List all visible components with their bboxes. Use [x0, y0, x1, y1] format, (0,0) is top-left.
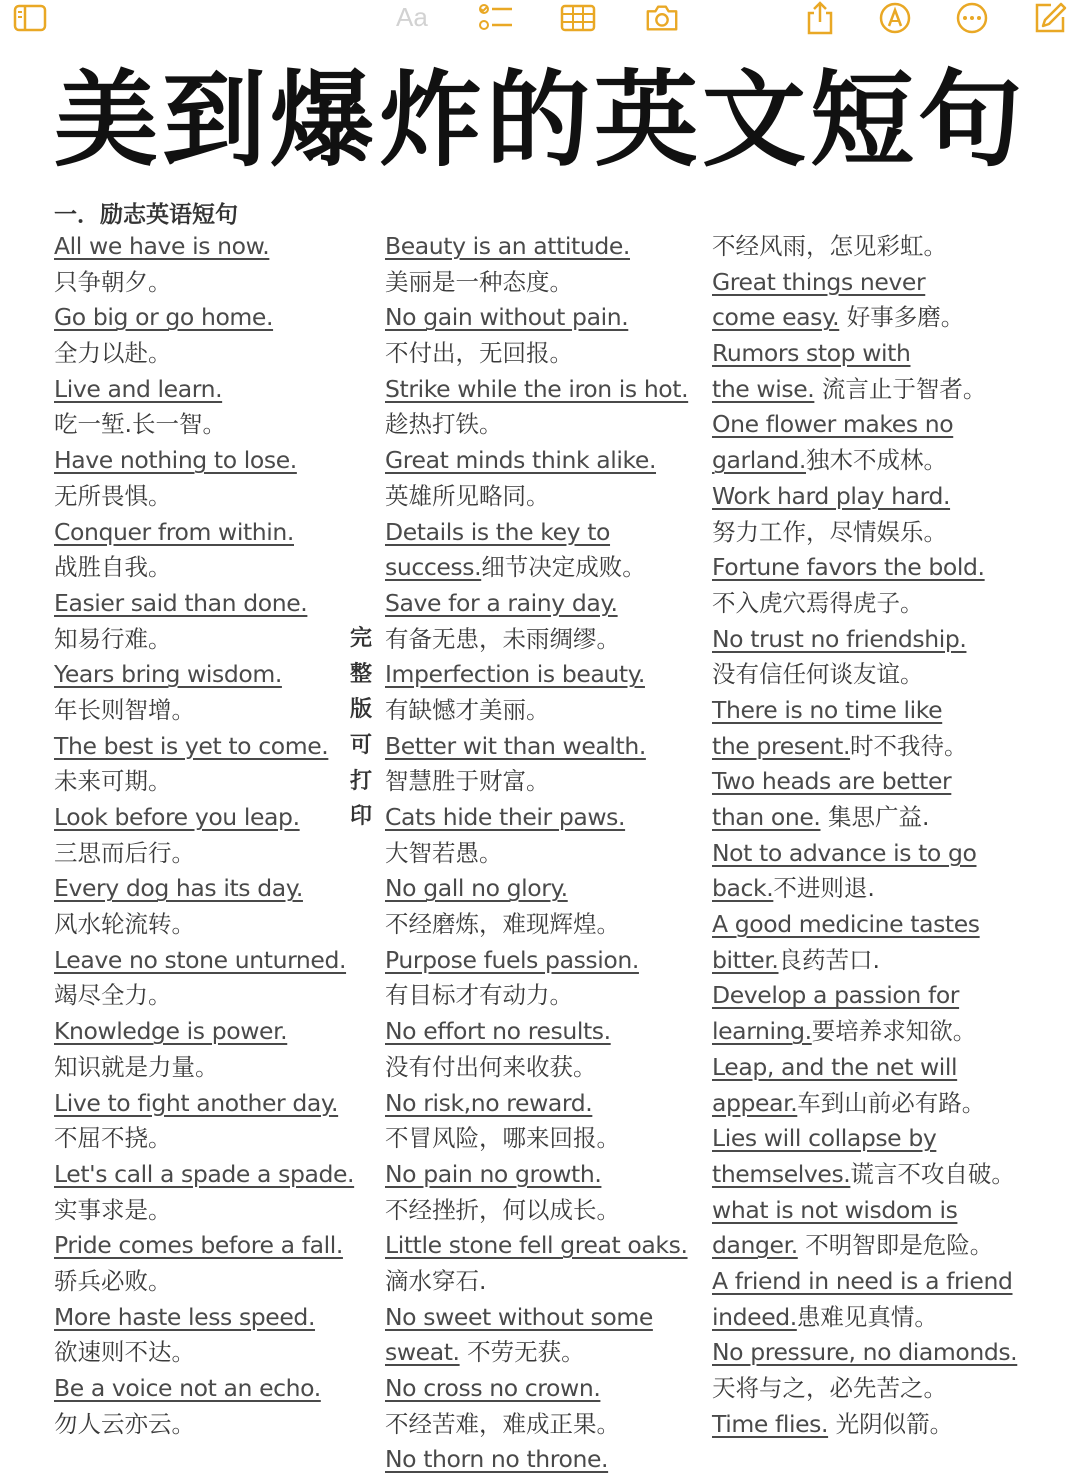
english-phrase: Live and learn.	[54, 374, 223, 403]
text-line	[385, 1193, 700, 1229]
english-phrase: Be a voice not an echo.	[54, 1374, 321, 1402]
text-line	[712, 1228, 1052, 1264]
chinese-translation: 要培养求知欲。	[811, 1017, 977, 1046]
chinese-translation: 集思广益.	[820, 803, 930, 831]
text-line	[385, 443, 700, 479]
text-line	[385, 1442, 700, 1478]
format-text-button[interactable]: Aa	[396, 2, 428, 32]
text-line	[712, 1157, 1052, 1193]
english-phrase: No sweet without some	[385, 1302, 653, 1331]
text-line	[54, 479, 354, 515]
english-phrase: the present.	[712, 731, 851, 760]
english-phrase: Years bring wisdom.	[54, 660, 282, 689]
text-line	[712, 550, 1052, 586]
english-phrase: One flower makes no	[712, 410, 954, 439]
text-line	[385, 871, 700, 907]
english-phrase: sweat.	[385, 1338, 460, 1367]
english-phrase: More haste less speed.	[54, 1302, 316, 1331]
english-phrase: indeed.	[712, 1302, 797, 1331]
text-line	[712, 800, 1052, 836]
checklist-icon[interactable]	[478, 0, 514, 36]
text-line	[385, 265, 700, 301]
text-line	[54, 657, 354, 693]
sidebar-icon[interactable]	[12, 0, 48, 36]
text-line	[54, 800, 354, 836]
text-line	[712, 515, 1052, 551]
chinese-translation: 美丽是一种态度。	[385, 267, 573, 296]
english-phrase: Purpose fuels passion.	[385, 945, 639, 974]
text-line	[712, 407, 1052, 443]
text-line	[712, 764, 1052, 800]
chinese-translation: 知识就是力量。	[54, 1052, 219, 1081]
chinese-translation: 大智若愚。	[385, 838, 503, 867]
english-phrase: success.	[385, 553, 482, 582]
chinese-translation: 流言止于智者。	[814, 374, 987, 403]
chinese-translation: 战胜自我。	[54, 553, 172, 582]
text-line	[385, 1300, 700, 1336]
text-line	[712, 871, 1052, 907]
text-line	[385, 657, 700, 693]
column-3	[712, 229, 1052, 1442]
english-phrase: Easier said than done.	[54, 588, 308, 617]
text-line	[54, 729, 354, 765]
text-line	[54, 407, 354, 443]
text-line	[385, 1264, 700, 1300]
english-phrase: No gall no glory.	[385, 874, 568, 903]
english-phrase: Cats hide their paws.	[385, 803, 626, 831]
text-line	[712, 1014, 1052, 1050]
english-phrase: A friend in need is a friend	[712, 1266, 1013, 1295]
text-line	[385, 1050, 700, 1086]
text-line	[712, 229, 1052, 265]
english-phrase: Go big or go home.	[54, 303, 274, 332]
chinese-translation: 智慧胜于财富。	[385, 767, 550, 796]
english-phrase: what is not wisdom is	[712, 1195, 958, 1224]
english-phrase: Beauty is an attitude.	[385, 232, 630, 260]
english-phrase: Time flies.	[712, 1409, 829, 1438]
chinese-translation: 勿人云亦云。	[54, 1409, 195, 1438]
chinese-translation: 欲速则不达。	[54, 1338, 195, 1367]
chinese-translation: 细节决定成败。	[481, 553, 646, 582]
text-line	[712, 907, 1052, 943]
chinese-translation: 有缺憾才美丽。	[385, 695, 550, 724]
chinese-translation: 三思而后行。	[54, 838, 195, 867]
english-phrase: Little stone fell great oaks.	[385, 1231, 688, 1260]
text-line	[385, 479, 700, 515]
chinese-translation: 不冒风险，哪来回报。	[385, 1124, 620, 1153]
english-phrase: Conquer from within.	[54, 517, 294, 546]
chinese-translation: 谎言不攻自破。	[850, 1159, 1015, 1188]
english-phrase: Fortune favors the bold.	[712, 553, 985, 582]
text-line	[54, 907, 354, 943]
chinese-translation: 骄兵必败。	[54, 1266, 172, 1295]
text-line	[385, 1407, 700, 1443]
text-line	[54, 1050, 354, 1086]
text-line	[54, 836, 354, 872]
english-phrase: Look before you leap.	[54, 803, 300, 831]
english-phrase: than one.	[712, 803, 821, 831]
english-phrase: Leave no stone unturned.	[54, 945, 347, 974]
english-phrase: No pain no growth.	[385, 1159, 602, 1188]
english-phrase: Great things never	[712, 267, 926, 296]
english-phrase: Lies will collapse by	[712, 1124, 937, 1153]
english-phrase: Knowledge is power.	[54, 1017, 288, 1046]
text-line	[54, 300, 354, 336]
english-phrase: Details is the key to	[385, 517, 611, 546]
text-line	[385, 550, 700, 586]
english-phrase: Save for a rainy day.	[385, 588, 618, 617]
text-line	[385, 1157, 700, 1193]
side-label	[346, 621, 376, 835]
text-line	[54, 1264, 354, 1300]
chinese-translation: 不屈不挠。	[54, 1124, 172, 1153]
side-label-char: 完	[349, 626, 372, 651]
text-line	[712, 1050, 1052, 1086]
english-phrase: No effort no results.	[385, 1017, 611, 1046]
english-phrase: A good medicine tastes	[712, 910, 980, 939]
chinese-translation: 英雄所见略同。	[385, 481, 550, 510]
english-phrase: Imperfection is beauty.	[385, 660, 645, 689]
chinese-translation: 没有信任何谈友谊。	[712, 660, 924, 689]
text-line	[54, 693, 354, 729]
text-line	[54, 265, 354, 301]
text-line	[54, 943, 354, 979]
english-phrase: Not to advance is to go	[712, 838, 977, 867]
side-label-char: 可	[349, 733, 372, 759]
text-line	[712, 372, 1052, 408]
chinese-translation: 良药苦口.	[778, 945, 880, 974]
chinese-translation: 不付出，无回报。	[385, 339, 573, 368]
text-line	[712, 943, 1052, 979]
text-line	[712, 1407, 1052, 1443]
english-phrase: Work hard play hard.	[712, 481, 951, 510]
text-line	[385, 1086, 700, 1122]
text-line	[385, 300, 700, 336]
chinese-translation: 车到山前必有路。	[797, 1088, 986, 1117]
text-line	[712, 729, 1052, 765]
toolbar	[0, 0, 1080, 36]
text-line	[385, 836, 700, 872]
english-phrase: Pride comes before a fall.	[54, 1231, 343, 1260]
chinese-translation: 趁热打铁。	[385, 410, 503, 439]
english-phrase: Better wit than wealth.	[385, 731, 646, 760]
english-phrase: Leap, and the net will	[712, 1052, 958, 1081]
text-line	[54, 1371, 354, 1407]
chinese-translation: 没有付出何来收获。	[385, 1052, 597, 1081]
text-line	[385, 407, 700, 443]
text-line	[712, 336, 1052, 372]
more-icon[interactable]	[954, 0, 990, 36]
chinese-translation: 不经磨炼，难现辉煌。	[385, 910, 620, 939]
text-line	[385, 586, 700, 622]
text-line	[54, 443, 354, 479]
text-line	[712, 443, 1052, 479]
text-line	[54, 1157, 354, 1193]
text-line	[54, 1193, 354, 1229]
chinese-translation: 知易行难。	[54, 624, 172, 653]
text-line	[712, 1300, 1052, 1336]
english-phrase: danger.	[712, 1231, 798, 1260]
text-line	[712, 586, 1052, 622]
english-phrase: All we have is now.	[54, 232, 270, 260]
text-line	[54, 1121, 354, 1157]
chinese-translation: 好事多磨。	[839, 303, 965, 332]
chinese-translation: 独木不成林。	[806, 446, 947, 475]
text-line	[385, 336, 700, 372]
chinese-translation: 不明智即是危险。	[797, 1231, 994, 1260]
text-line	[54, 229, 354, 265]
text-line	[54, 515, 354, 551]
text-line	[54, 1014, 354, 1050]
chinese-translation: 风水轮流转。	[54, 910, 195, 939]
english-phrase: back.	[712, 874, 774, 903]
section-heading: 一．励志英语短句	[54, 202, 238, 228]
text-line	[385, 229, 700, 265]
text-line	[712, 978, 1052, 1014]
english-phrase: bitter.	[712, 945, 779, 974]
chinese-translation: 竭尽全力。	[54, 981, 172, 1010]
english-phrase: Strike while the iron is hot.	[385, 374, 689, 403]
text-line	[385, 1014, 700, 1050]
text-line	[54, 1086, 354, 1122]
text-line	[385, 1228, 700, 1264]
text-line	[712, 479, 1052, 515]
table-icon[interactable]	[560, 0, 596, 36]
share-icon[interactable]	[802, 0, 838, 36]
text-line	[712, 1335, 1052, 1371]
english-phrase: No thorn no throne.	[385, 1445, 609, 1474]
text-line	[385, 1121, 700, 1157]
text-line	[385, 515, 700, 551]
text-line	[385, 1335, 700, 1371]
chinese-translation: 不入虎穴焉得虎子。	[712, 588, 924, 617]
text-line	[54, 1228, 354, 1264]
text-line	[385, 943, 700, 979]
text-line	[54, 336, 354, 372]
chinese-translation: 实事求是。	[54, 1195, 172, 1224]
text-line	[712, 265, 1052, 301]
chinese-translation: 只争朝夕。	[54, 267, 172, 296]
chinese-translation: 全力以赴。	[54, 339, 172, 368]
chinese-translation: 时不我待。	[850, 731, 968, 760]
chinese-translation: 不进则退.	[773, 874, 875, 903]
text-line	[54, 978, 354, 1014]
text-line	[385, 622, 700, 658]
markup-icon[interactable]	[877, 0, 913, 36]
chinese-translation: 天将与之，必先苦之。	[712, 1374, 947, 1402]
text-line	[54, 1335, 354, 1371]
text-line	[54, 1407, 354, 1443]
english-phrase: Every dog has its day.	[54, 874, 303, 903]
english-phrase: No gain without pain.	[385, 303, 629, 332]
chinese-translation: 不劳无获。	[459, 1338, 585, 1367]
chinese-translation: 不经挫折，何以成长。	[385, 1195, 620, 1224]
side-label-char: 整	[349, 661, 372, 687]
english-phrase: Rumors stop with	[712, 339, 911, 368]
english-phrase: Have nothing to lose.	[54, 446, 297, 475]
chinese-translation: 努力工作，尽情娱乐。	[712, 517, 947, 546]
chinese-translation: 患难见真情。	[796, 1302, 938, 1331]
text-line	[54, 871, 354, 907]
chinese-translation: 有备无患，未雨绸缪。	[385, 624, 620, 653]
text-line	[385, 693, 700, 729]
text-line	[385, 372, 700, 408]
side-label-char: 版	[349, 697, 372, 723]
side-label-char: 印	[349, 804, 372, 830]
english-phrase: Develop a passion for	[712, 981, 960, 1010]
text-line	[712, 622, 1052, 658]
text-line	[385, 800, 700, 836]
page-title: 美到爆炸的英文短句	[53, 59, 1026, 181]
text-line	[712, 836, 1052, 872]
english-phrase: garland.	[712, 446, 806, 475]
english-phrase: Two heads are better	[712, 767, 952, 796]
text-line	[385, 978, 700, 1014]
text-line	[54, 622, 354, 658]
english-phrase: themselves.	[712, 1159, 851, 1188]
english-phrase: the wise.	[712, 374, 815, 403]
text-line	[712, 657, 1052, 693]
chinese-translation: 有目标才有动力。	[385, 981, 573, 1010]
english-phrase: Live to fight another day.	[54, 1088, 339, 1117]
text-line	[385, 729, 700, 765]
column-2	[385, 229, 700, 1478]
chinese-translation: 无所畏惧。	[54, 481, 172, 510]
text-line	[712, 300, 1052, 336]
chinese-translation: 滴水穿石.	[385, 1266, 487, 1295]
chinese-translation: 吃一堑.长一智。	[54, 410, 226, 439]
chinese-translation: 光阴似箭。	[828, 1409, 954, 1438]
english-phrase: No trust no friendship.	[712, 624, 967, 653]
text-line	[712, 1264, 1052, 1300]
english-phrase: learning.	[712, 1017, 812, 1046]
text-line	[54, 586, 354, 622]
english-phrase: appear.	[712, 1088, 798, 1117]
text-line	[385, 907, 700, 943]
text-line	[54, 1300, 354, 1336]
column-1	[54, 229, 354, 1442]
chinese-translation: 不经风雨，怎见彩虹。	[712, 232, 947, 260]
english-phrase: come easy.	[712, 303, 840, 332]
text-line	[54, 764, 354, 800]
text-line	[712, 693, 1052, 729]
chinese-translation: 年长则智增。	[54, 695, 195, 724]
text-line	[385, 764, 700, 800]
text-line	[712, 1371, 1052, 1407]
text-line	[712, 1121, 1052, 1157]
text-line	[712, 1086, 1052, 1122]
english-phrase: No pressure, no diamonds.	[712, 1338, 1018, 1367]
english-phrase: No cross no crown.	[385, 1374, 601, 1402]
text-line	[54, 550, 354, 586]
english-phrase: No risk,no reward.	[385, 1088, 593, 1117]
chinese-translation: 未来可期。	[54, 767, 172, 796]
text-line	[385, 1371, 700, 1407]
english-phrase: Let's call a spade a spade.	[54, 1159, 355, 1188]
side-label-char: 打	[349, 768, 372, 794]
compose-icon[interactable]	[1032, 0, 1068, 36]
english-phrase: There is no time like	[712, 695, 943, 724]
text-line	[54, 372, 354, 408]
camera-icon[interactable]	[644, 0, 680, 36]
chinese-translation: 不经苦难，难成正果。	[385, 1409, 620, 1438]
text-line	[712, 1193, 1052, 1229]
english-phrase: Great minds think alike.	[385, 446, 657, 475]
english-phrase: The best is yet to come.	[54, 731, 329, 760]
